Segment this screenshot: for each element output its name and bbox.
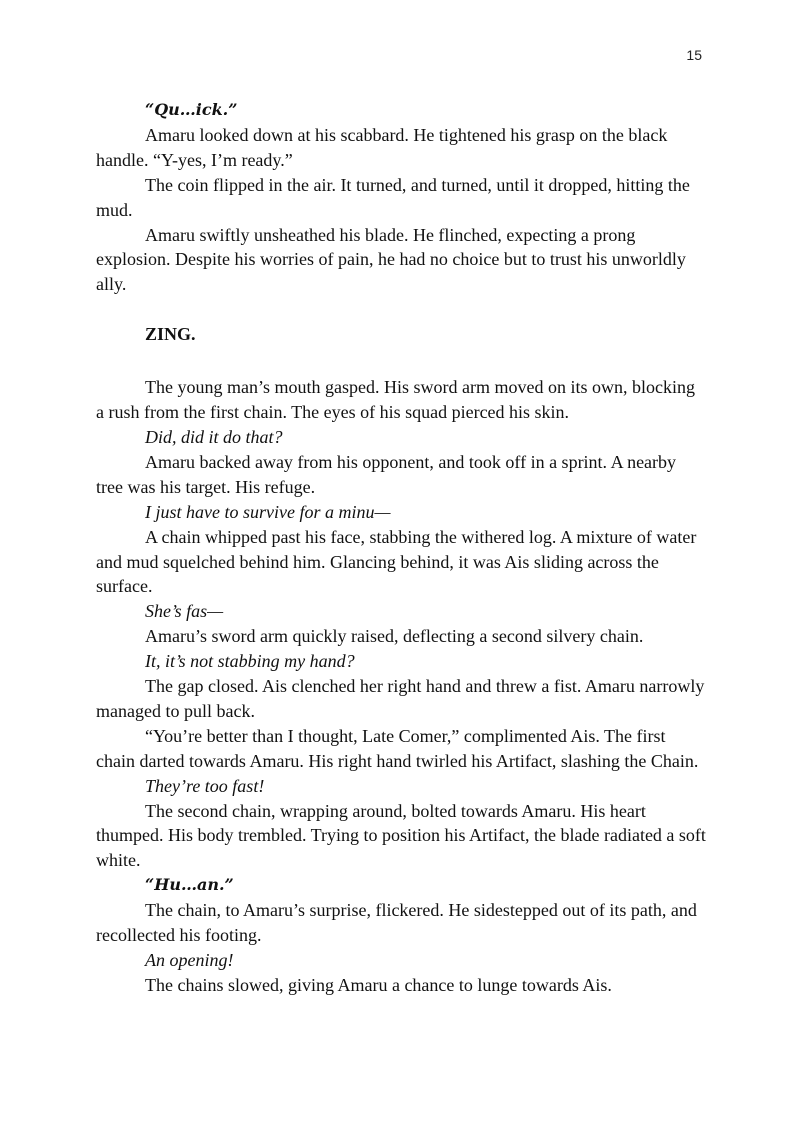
paragraph: The gap closed. Ais clenched her right hand and threw a fist. Amaru narrowly managed to pull back. xyxy=(96,676,705,721)
paragraph: A chain whipped past his face, stabbing the withered log. A mixture of water and mud squelched behind him. Glancing behind, it was Ais sliding across the surface. xyxy=(96,526,697,597)
inner-thought: She’s fas— xyxy=(145,601,224,622)
sound-effect: ZING. xyxy=(145,324,196,345)
paragraph: The second chain, wrapping around, bolted towards Amaru. His heart thumped. His body trembled. Trying to position his Artifact, the blade radiated a soft white. xyxy=(96,800,706,871)
dialogue-line-artifact: “Hu…an.” xyxy=(145,875,234,895)
inner-thought: Did, did it do that? xyxy=(145,426,283,447)
paragraph: The young man’s mouth gasped. His sword arm moved on its own, blocking a rush from the first chain. The eyes of his squad pierced his skin. xyxy=(96,377,695,423)
page-number: 15 xyxy=(686,47,702,63)
paragraph: The chain, to Amaru’s surprise, flickered. He sidestepped out of its path, and recollected his footing. xyxy=(96,900,697,946)
paragraph: “You’re better than I thought, Late Comer,” complimented Ais. The first chain darted towards Amaru. His right hand twirled his Artifact, slashing the Chain. xyxy=(96,725,699,771)
inner-thought: I just have to survive for a minu— xyxy=(145,501,391,522)
inner-thought: It, it’s not stabbing my hand? xyxy=(145,651,355,672)
inner-thought: They’re too fast! xyxy=(145,775,265,796)
inner-thought: An opening! xyxy=(145,950,234,970)
paragraph: The chains slowed, giving Amaru a chance to lunge towards Ais. xyxy=(145,974,612,995)
dialogue-line-artifact: “Qu…ick.” xyxy=(145,100,238,119)
paragraph: Amaru looked down at his scabbard. He tightened his grasp on the black handle. “Y-yes, I’m ready.” xyxy=(96,124,668,170)
paragraph: Amaru’s sword arm quickly raised, deflecting a second silvery chain. xyxy=(145,626,644,647)
story-body xyxy=(96,98,706,998)
paragraph: The coin flipped in the air. It turned, and turned, until it dropped, hitting the mud. xyxy=(96,174,690,220)
paragraph: Amaru backed away from his opponent, and took off in a sprint. A nearby tree was his target. His refuge. xyxy=(96,451,677,497)
paragraph: Amaru swiftly unsheathed his blade. He flinched, expecting a prong explosion. Despite his worries of pain, he had no choice but to trust his unworldly ally. xyxy=(96,224,686,295)
